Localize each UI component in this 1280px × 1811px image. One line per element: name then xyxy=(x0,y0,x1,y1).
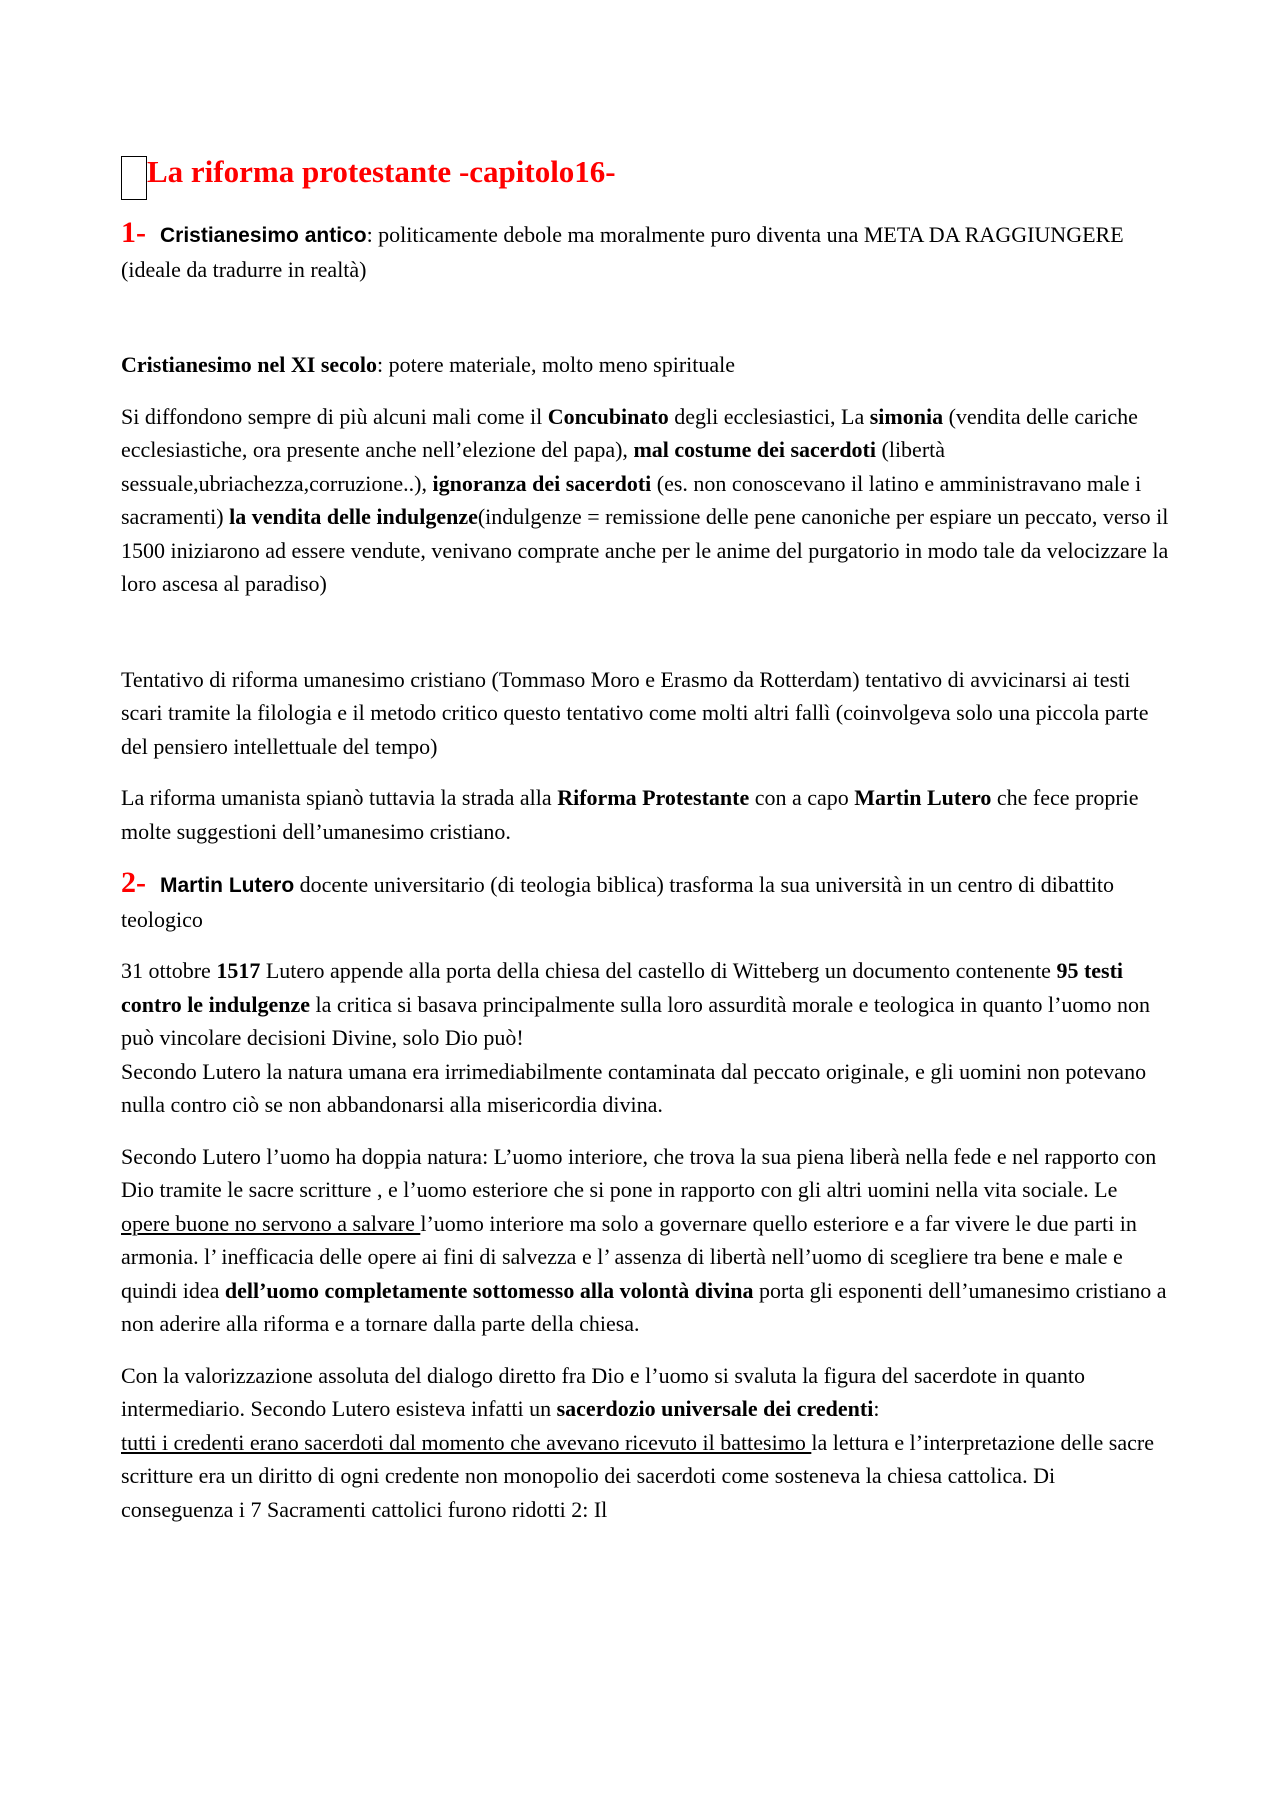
ottobre-bold-1517: 1517 xyxy=(216,958,261,983)
dialogo-underline-credenti: tutti i credenti erano sacerdoti dal momento che avevano ricevuto il battesimo xyxy=(121,1429,812,1455)
umanista-text-3: che fece proprie molte suggestioni dell’umanesimo cristiano. xyxy=(121,785,1139,844)
mali-paragraph xyxy=(121,400,1171,601)
dialogo-text-1: Con la valorizzazione assoluta del dialogo diretto fra Dio e l’uomo si svaluta la figura del sacerdote in quanto intermediario. Secondo Lutero esisteva infatti un xyxy=(121,1362,1086,1421)
mali-bold-simonia: simonia xyxy=(869,403,944,429)
mali-bold-concubinato: Concubinato xyxy=(547,403,669,429)
section-2-lead-text: docente universitario (di teologia biblica) trasforma la sua università in un centro di dibattito teologico xyxy=(121,872,1115,932)
section-2-number: 2- xyxy=(121,866,146,899)
mali-bold-indulgenze: la vendita delle indulgenze xyxy=(229,504,478,529)
dialogo-text-2: : xyxy=(873,1396,880,1421)
dialogo-bold-sacerdozio: sacerdozio universale dei credenti xyxy=(556,1396,874,1421)
document-title xyxy=(121,150,1171,194)
ottobre-text-1: 31 ottobre xyxy=(121,958,217,983)
document-page xyxy=(121,150,1171,1526)
umanista-paragraph xyxy=(121,781,1171,848)
mali-text-4: (libertà sessuale,ubriachezza,corruzione..), xyxy=(121,437,946,496)
missing-glyph-box-icon xyxy=(121,156,147,200)
section-1-lead-bold: Cristianesimo antico xyxy=(160,224,367,247)
mali-bold-mal-costume: mal costume dei sacerdoti xyxy=(633,437,876,462)
xi-secolo-text: : potere materiale, molto meno spirituale xyxy=(377,352,736,377)
natura-bold-uomo: dell’uomo completamente sottomesso alla volontà divina xyxy=(224,1277,754,1303)
mali-text-5: (es. non conoscevano il latino e amministravano male i sacramenti) xyxy=(121,470,1142,529)
ottobre-bold-95-testi: 95 testi contro le indulgenze xyxy=(121,958,1124,1017)
ottobre-text-2: Lutero appende alla porta della chiesa del castello di Witteberg un documento contenente xyxy=(260,958,1057,983)
natura-underline-opere: opere buone no servono a salvare xyxy=(121,1210,421,1236)
umanista-bold-lutero: Martin Lutero xyxy=(854,785,992,810)
mali-text-3: (vendita delle cariche ecclesiastiche, ora presente anche nell’elezione del papa), xyxy=(121,403,1138,462)
dialogo-text-3: la lettura e l’interpretazione delle sacre scritture era un diritto di ogni credente non monopolio dei sacerdoti come sosteneva la chiesa cattolica. Di conseguenza i 7 Sacramenti cattolici furono ridotti 2: Il xyxy=(121,1429,1154,1522)
ottobre-text-3: la critica si basava principalmente sulla loro assurdità morale e teologica in quanto l’uomo non può vincolare decisioni Divine, solo Dio può! xyxy=(121,991,1151,1050)
xi-secolo-paragraph xyxy=(121,348,1171,382)
xi-secolo-bold: Cristianesimo nel XI secolo xyxy=(121,352,378,377)
umanista-bold-riforma: Riforma Protestante xyxy=(557,785,750,810)
mali-text-1: Si diffondono sempre di più alcuni mali come il xyxy=(121,403,548,429)
natura-text-2: l’uomo interiore ma solo a governare quello esteriore e a far vivere le due parti in armonia. l’ inefficacia delle opere ai fini di salvezza e l’ assenza di libertà nell’uomo di scegliere tra bene e male e quindi idea xyxy=(121,1210,1137,1303)
section-1-lead-text: : politicamente debole ma moralmente puro diventa una META DA RAGGIUNGERE (ideale da tradurre in realtà) xyxy=(121,222,1124,282)
tentativo-paragraph: Tentativo di riforma umanesimo cristiano (Tommaso Moro e Erasmo da Rotterdam) tentativo di avvicinarsi ai testi scari tramite la filologia e il metodo critico questo tentativo come molti altri fallì (coinvolgeva solo una piccola parte del pensiero intellettuale del tempo) xyxy=(121,666,1149,759)
title-text: La riforma protestante -capitolo16- xyxy=(147,154,616,190)
dialogo-paragraph xyxy=(121,1359,1171,1527)
section-2-lead-bold: Martin Lutero xyxy=(160,874,295,897)
section-2-paragraph xyxy=(121,866,1171,936)
mali-text-6: (indulgenze = remissione delle pene canoniche per espiare un peccato, verso il 1500 iniziarono ad essere vendute, venivano comprate anche per le anime del purgatorio in modo tale da velocizzare la loro ascesa al paradiso) xyxy=(121,504,1169,596)
umanista-text-1: La riforma umanista spianò tuttavia la strada alla xyxy=(121,785,558,810)
natura-text-3: porta gli esponenti dell’umanesimo cristiano a non aderire alla riforma e a tornare dalla parte della chiesa. xyxy=(121,1277,1167,1336)
mali-text-2: degli ecclesiastici, La xyxy=(668,403,870,429)
umanista-text-2: con a capo xyxy=(749,785,855,810)
natura-text-1: Secondo Lutero l’uomo ha doppia natura: L’uomo interiore, che trova la sua piena liberà nella fede e nel rapporto con Dio tramite le sacre scritture , e l’uomo esteriore che si pone in rapporto con gli altri uomini nella vita sociale. Le xyxy=(121,1143,1157,1202)
ottobre-paragraph xyxy=(121,954,1171,1122)
ottobre-text-4: Secondo Lutero la natura umana era irrimediabilmente contaminata dal peccato originale, e gli uomini non potevano nulla contro ciò se non abbandonarsi alla misericordia divina. xyxy=(121,1058,1147,1117)
section-1-paragraph xyxy=(121,216,1171,286)
mali-bold-ignoranza: ignoranza dei sacerdoti xyxy=(432,470,652,496)
natura-paragraph xyxy=(121,1140,1171,1341)
section-1-number: 1- xyxy=(121,216,146,249)
